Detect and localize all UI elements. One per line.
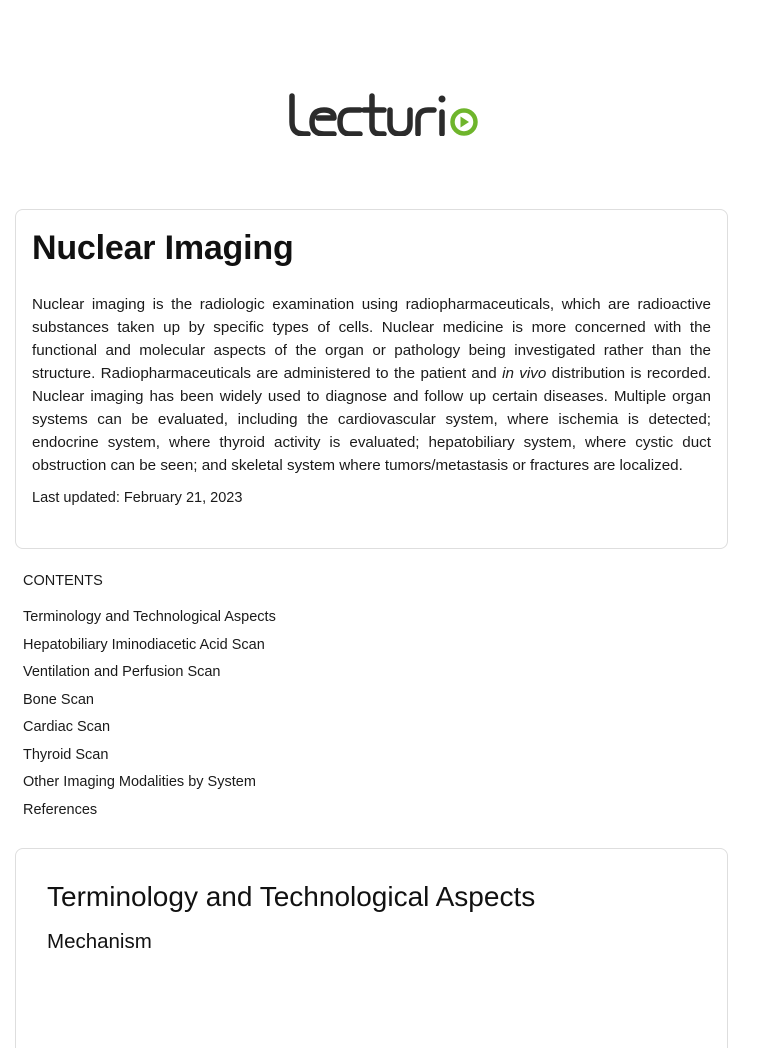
last-updated: Last updated: February 21, 2023 (32, 490, 243, 506)
contents-link-hida-scan[interactable]: Hepatobiliary Iminodiacetic Acid Scan (23, 636, 265, 653)
lecturio-logo (0, 88, 768, 136)
lecturio-logo-mark (288, 88, 480, 136)
article-summary (32, 293, 711, 477)
contents-link-references[interactable]: References (23, 801, 98, 818)
summary-italic-term: in vivo (502, 365, 547, 382)
table-of-contents (23, 570, 723, 824)
contents-link-cardiac-scan[interactable]: Cardiac Scan (23, 719, 111, 735)
contents-link-terminology[interactable]: Terminology and Technological Aspects (23, 609, 276, 625)
contents-link-thyroid-scan[interactable]: Thyroid Scan (23, 746, 109, 763)
contents-list (23, 604, 723, 824)
contents-link-vq-scan[interactable]: Ventilation and Perfusion Scan (23, 664, 221, 680)
contents-heading: CONTENTS (23, 573, 103, 589)
article-summary-card (15, 209, 728, 549)
contents-link-bone-scan[interactable]: Bone Scan (23, 691, 94, 708)
page-title: Nuclear Imaging (32, 229, 294, 267)
contents-link-other-modalities[interactable]: Other Imaging Modalities by System (23, 774, 256, 790)
subsection-title: Mechanism (47, 930, 152, 953)
summary-text-end: distribution is recorded. Nuclear imaging has been widely used to diagnose and follow up certain diseases. Multiple organ systems can be evaluated, including the cardiovascular system, where ischemia is detected; endocrine system, where thyroid activity is evaluated; hepatobiliary system, where cystic duct obstruction can be seen; and skeletal system where tumors/metastasis or fractures are localized. (32, 365, 711, 474)
section-title: Terminology and Technological Aspects (47, 881, 536, 912)
summary-text-start: Nuclear imaging is the radiologic examination using radiopharmaceuticals, which are radioactive substances taken up by specific types of cells. Nuclear medicine is more concerned with the functional and molecular aspects of the organ or pathology being investigated rather than the structure. Radiopharmaceuticals are administered to the patient and (32, 296, 711, 382)
section-card (15, 848, 728, 1048)
